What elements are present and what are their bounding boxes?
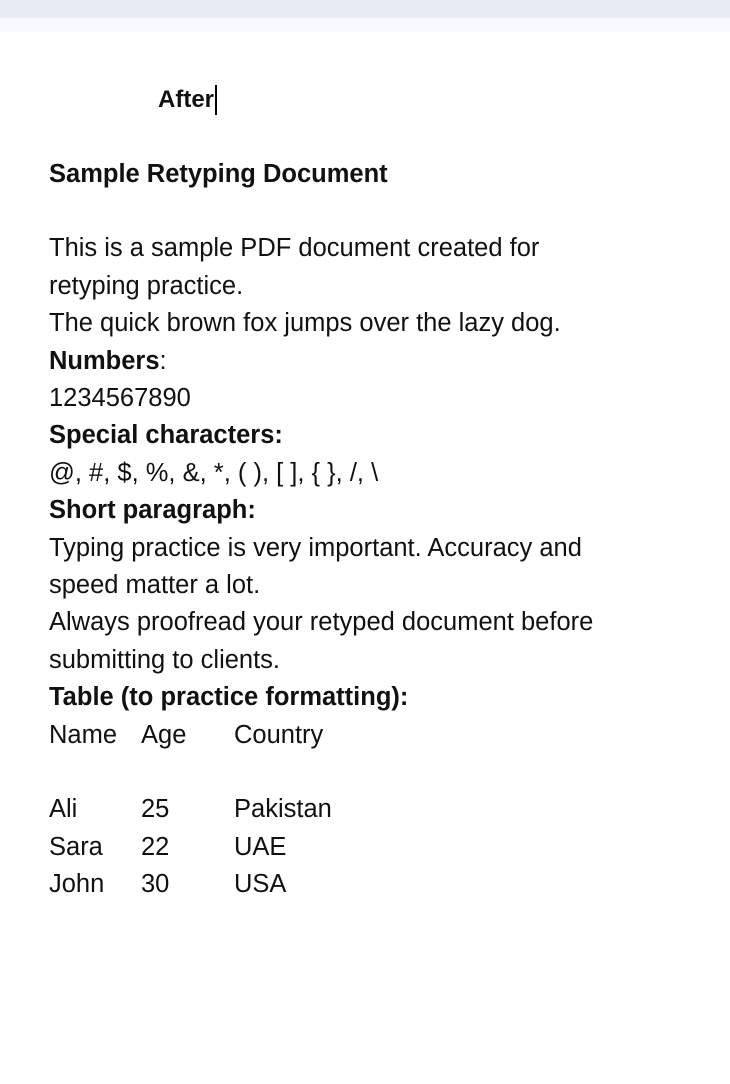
numbers-colon: : [159,346,167,375]
special-characters-value: @, #, $, %, &, *, ( ), [ ], { }, /, \ [49,458,379,487]
short-line-2: speed matter a lot. [49,571,261,600]
table-cell-name: Sara [49,832,103,861]
table-spacer [49,754,689,791]
table-row [49,791,689,828]
table-cell-name: Ali [49,795,78,824]
table-header-age: Age [141,720,187,749]
document-body[interactable] [49,156,689,904]
table-cell-age: 30 [141,870,170,899]
intro-line-2: retyping practice. [49,271,244,300]
table-cell-name: John [49,870,105,899]
numbers-heading [49,343,689,380]
table-row [49,866,689,903]
document-title: Sample Retyping Document [49,160,388,188]
after-label-text: After [158,86,215,113]
table-cell-country: Pakistan [234,795,332,824]
short-line-3: Always proofread your retyped document before [49,608,594,637]
special-characters-heading: Special characters: [49,421,283,450]
table-cell-country: UAE [234,832,287,861]
short-line-4: submitting to clients. [49,645,281,674]
practice-table [49,717,689,904]
short-paragraph-heading: Short paragraph: [49,496,256,525]
numbers-label: Numbers [49,346,160,375]
table-header-row [49,717,689,754]
table-row [49,829,689,866]
table-header-name: Name [49,720,118,749]
table-heading: Table (to practice formatting): [49,683,409,712]
numbers-value: 1234567890 [49,384,191,413]
short-line-1: Typing practice is very important. Accuracy and [49,533,582,562]
table-cell-age: 22 [141,832,170,861]
intro-line-3: The quick brown fox jumps over the lazy dog. [49,309,561,338]
text-cursor [215,85,217,115]
after-label[interactable] [158,84,217,116]
table-cell-age: 25 [141,795,170,824]
intro-line-1: This is a sample PDF document created for [49,234,540,263]
table-header-country: Country [234,720,324,749]
table-cell-country: USA [234,870,287,899]
